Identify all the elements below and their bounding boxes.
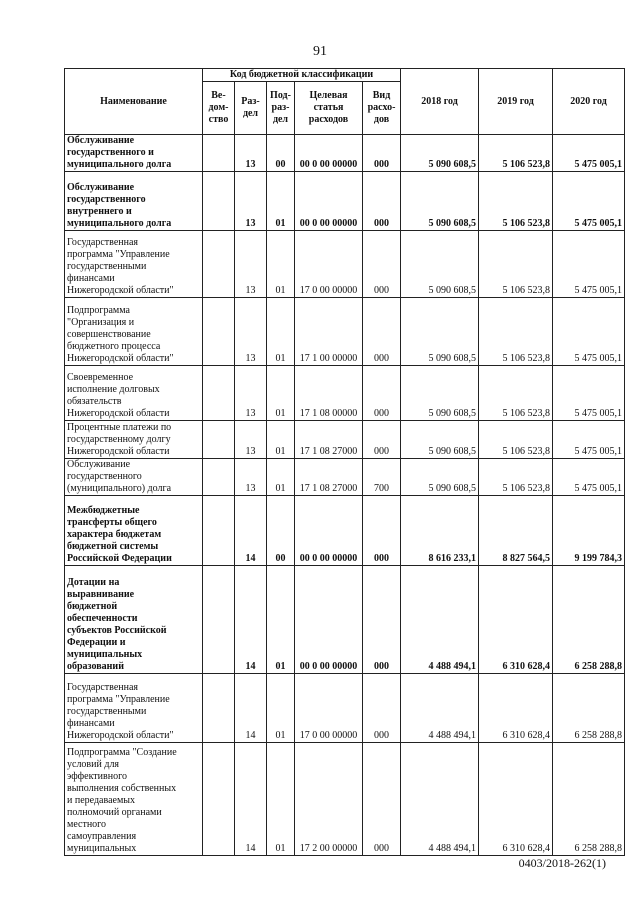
row-expense-type: 000 [363, 496, 401, 566]
row-target-article: 17 2 00 00000 [295, 743, 363, 856]
row-razdel: 13 [235, 421, 267, 459]
row-expense-type: 000 [363, 566, 401, 674]
header-2019: 2019 год [479, 69, 553, 135]
table-row [65, 496, 625, 566]
row-vedomstvo [203, 674, 235, 743]
row-name: Межбюджетные трансферты общего характера бюджетам бюджетной системы Российской Федерации [65, 496, 203, 566]
header-target-article: Целевая статья расходов [295, 82, 363, 135]
row-amount-2020: 5 475 005,1 [553, 366, 625, 421]
row-vedomstvo [203, 172, 235, 231]
row-podrazdel: 01 [267, 421, 295, 459]
row-amount-2019: 6 310 628,4 [479, 743, 553, 856]
row-podrazdel: 00 [267, 496, 295, 566]
row-razdel: 14 [235, 566, 267, 674]
row-target-article: 17 1 00 00000 [295, 298, 363, 366]
row-amount-2020: 5 475 005,1 [553, 231, 625, 298]
row-amount-2019: 6 310 628,4 [479, 566, 553, 674]
header-2020: 2020 год [553, 69, 625, 135]
row-podrazdel: 01 [267, 743, 295, 856]
header-2018: 2018 год [401, 69, 479, 135]
row-name: Подпрограмма "Организация и совершенствование бюджетного процесса Нижегородской области" [65, 298, 203, 366]
row-name: Государственная программа "Управление государственными финансами Нижегородской области" [65, 231, 203, 298]
table-row [65, 459, 625, 496]
row-target-article: 00 0 00 00000 [295, 496, 363, 566]
row-name: Процентные платежи по государственному долгу Нижегородской области [65, 421, 203, 459]
table-body [65, 135, 625, 856]
row-amount-2020: 6 258 288,8 [553, 566, 625, 674]
table-row [65, 743, 625, 856]
footer-document-code: 0403/2018-262(1) [518, 856, 606, 870]
row-amount-2018: 8 616 233,1 [401, 496, 479, 566]
row-name: Своевременное исполнение долговых обязательств Нижегородской области [65, 366, 203, 421]
row-amount-2018: 4 488 494,1 [401, 674, 479, 743]
table-row [65, 231, 625, 298]
row-podrazdel: 01 [267, 231, 295, 298]
row-amount-2018: 5 090 608,5 [401, 135, 479, 172]
page-number: 91 [313, 44, 327, 59]
header-name: Наименование [65, 69, 203, 135]
header-podrazdel: Под- раз- дел [267, 82, 295, 135]
table-row [65, 566, 625, 674]
row-name: Подпрограмма "Создание условий для эффективного выполнения собственных и передаваемых полномочий органами местного самоуправления муниципальных [65, 743, 203, 856]
row-target-article: 17 0 00 00000 [295, 674, 363, 743]
row-razdel: 13 [235, 135, 267, 172]
row-amount-2018: 4 488 494,1 [401, 743, 479, 856]
row-razdel: 13 [235, 172, 267, 231]
row-podrazdel: 01 [267, 366, 295, 421]
row-target-article: 17 1 08 27000 [295, 421, 363, 459]
row-vedomstvo [203, 298, 235, 366]
row-amount-2019: 5 106 523,8 [479, 231, 553, 298]
row-razdel: 14 [235, 674, 267, 743]
header-razdel: Раз- дел [235, 82, 267, 135]
row-expense-type: 000 [363, 231, 401, 298]
row-target-article: 00 0 00 00000 [295, 135, 363, 172]
row-podrazdel: 01 [267, 172, 295, 231]
row-razdel: 14 [235, 496, 267, 566]
row-amount-2020: 6 258 288,8 [553, 674, 625, 743]
row-podrazdel: 00 [267, 135, 295, 172]
row-target-article: 17 1 08 00000 [295, 366, 363, 421]
row-amount-2019: 5 106 523,8 [479, 298, 553, 366]
row-amount-2019: 5 106 523,8 [479, 366, 553, 421]
row-expense-type: 000 [363, 135, 401, 172]
row-expense-type: 000 [363, 172, 401, 231]
table-row [65, 298, 625, 366]
row-name: Обслуживание государственного внутреннего и муниципального долга [65, 172, 203, 231]
row-amount-2018: 4 488 494,1 [401, 566, 479, 674]
row-razdel: 13 [235, 366, 267, 421]
row-amount-2018: 5 090 608,5 [401, 366, 479, 421]
row-amount-2020: 5 475 005,1 [553, 135, 625, 172]
row-expense-type: 000 [363, 743, 401, 856]
row-razdel: 13 [235, 459, 267, 496]
row-amount-2020: 5 475 005,1 [553, 298, 625, 366]
row-vedomstvo [203, 421, 235, 459]
table-row [65, 135, 625, 172]
row-name: Дотации на выравнивание бюджетной обеспеченности субъектов Российской Федерации и муниципальных образований [65, 566, 203, 674]
row-amount-2018: 5 090 608,5 [401, 172, 479, 231]
row-amount-2019: 8 827 564,5 [479, 496, 553, 566]
row-amount-2018: 5 090 608,5 [401, 421, 479, 459]
header-vedomstvo: Ве- дом- ство [203, 82, 235, 135]
row-amount-2019: 6 310 628,4 [479, 674, 553, 743]
row-vedomstvo [203, 231, 235, 298]
row-expense-type: 000 [363, 366, 401, 421]
row-vedomstvo [203, 366, 235, 421]
row-podrazdel: 01 [267, 674, 295, 743]
row-target-article: 17 1 08 27000 [295, 459, 363, 496]
row-vedomstvo [203, 459, 235, 496]
budget-table [64, 68, 625, 856]
table-row [65, 674, 625, 743]
row-amount-2018: 5 090 608,5 [401, 298, 479, 366]
row-amount-2018: 5 090 608,5 [401, 231, 479, 298]
row-vedomstvo [203, 135, 235, 172]
row-razdel: 13 [235, 298, 267, 366]
row-expense-type: 700 [363, 459, 401, 496]
row-name: Обслуживание государственного (муниципального) долга [65, 459, 203, 496]
header-expense-type: Вид расхо- дов [363, 82, 401, 135]
table-row [65, 172, 625, 231]
row-name: Обслуживание государственного и муниципального долга [65, 135, 203, 172]
row-amount-2019: 5 106 523,8 [479, 135, 553, 172]
row-amount-2020: 5 475 005,1 [553, 421, 625, 459]
row-amount-2020: 6 258 288,8 [553, 743, 625, 856]
table-row [65, 421, 625, 459]
row-expense-type: 000 [363, 674, 401, 743]
row-podrazdel: 01 [267, 566, 295, 674]
row-amount-2019: 5 106 523,8 [479, 421, 553, 459]
row-amount-2019: 5 106 523,8 [479, 459, 553, 496]
row-amount-2020: 5 475 005,1 [553, 172, 625, 231]
row-target-article: 00 0 00 00000 [295, 566, 363, 674]
row-amount-2018: 5 090 608,5 [401, 459, 479, 496]
row-podrazdel: 01 [267, 459, 295, 496]
row-amount-2020: 5 475 005,1 [553, 459, 625, 496]
row-name: Государственная программа "Управление государственными финансами Нижегородской области" [65, 674, 203, 743]
row-expense-type: 000 [363, 298, 401, 366]
row-razdel: 14 [235, 743, 267, 856]
row-target-article: 17 0 00 00000 [295, 231, 363, 298]
header-code-group: Код бюджетной классификации [203, 69, 401, 82]
row-target-article: 00 0 00 00000 [295, 172, 363, 231]
row-vedomstvo [203, 566, 235, 674]
row-amount-2019: 5 106 523,8 [479, 172, 553, 231]
table-row [65, 366, 625, 421]
row-vedomstvo [203, 496, 235, 566]
row-amount-2020: 9 199 784,3 [553, 496, 625, 566]
row-razdel: 13 [235, 231, 267, 298]
row-vedomstvo [203, 743, 235, 856]
row-podrazdel: 01 [267, 298, 295, 366]
row-expense-type: 000 [363, 421, 401, 459]
